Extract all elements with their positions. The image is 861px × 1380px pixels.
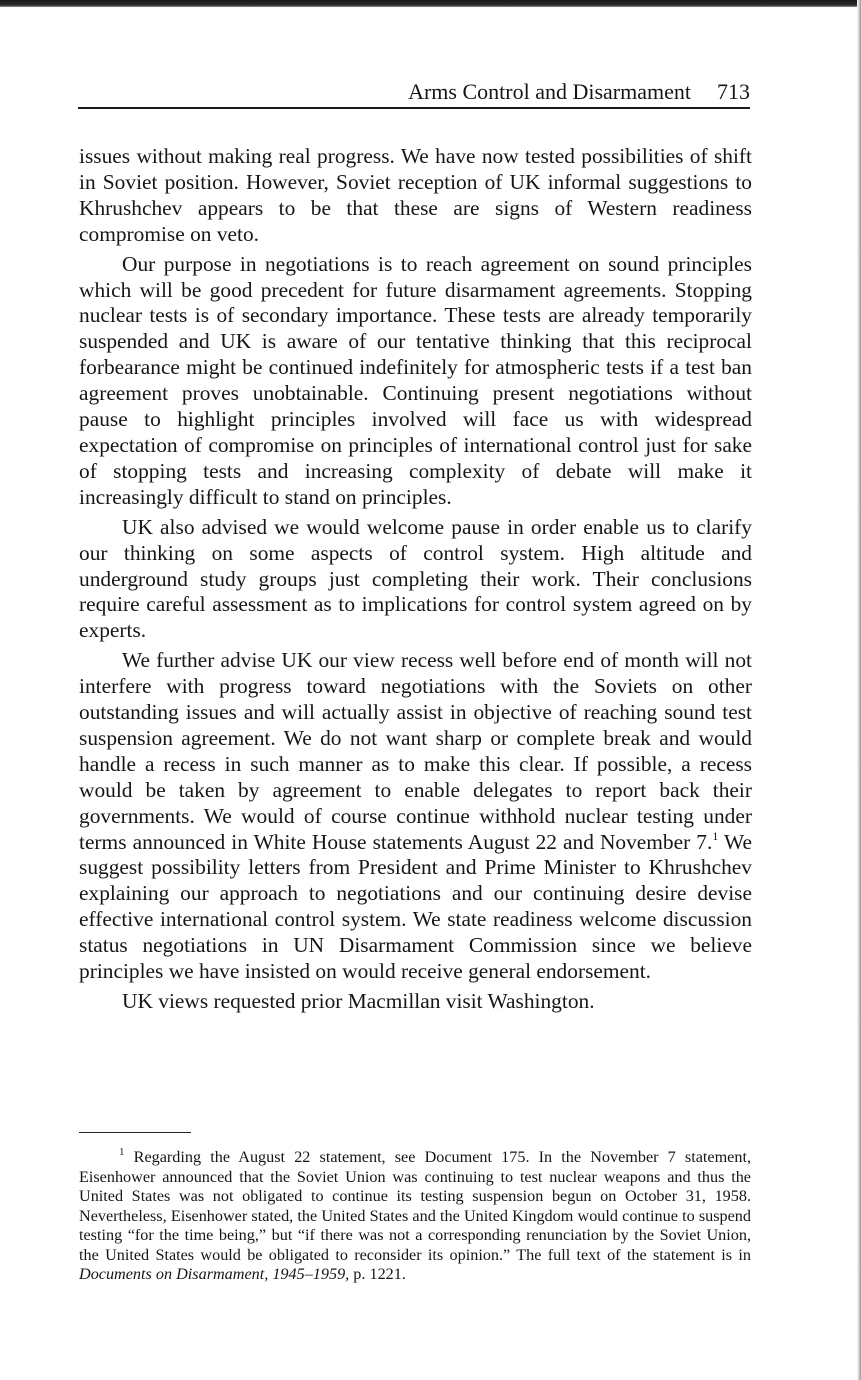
page-top-edge: [0, 0, 861, 7]
running-title: Arms Control and Disarmament: [408, 79, 691, 104]
running-head: [78, 78, 750, 106]
main-text: [79, 144, 752, 1019]
footnote-source-page: p. 1221.: [353, 1265, 406, 1283]
footnote-paragraph: [79, 1148, 751, 1285]
paragraph-5: UK views requested prior Macmillan visit Washington.: [122, 989, 595, 1013]
paragraph-4: [79, 648, 752, 985]
footnote-rule: [79, 1132, 191, 1133]
page-right-edge: [857, 0, 861, 1380]
paragraph-2: Our purpose in negotiations is to reach agreement on sound principles which will be good precedent for future disarmament agreements. Stopping nuclear tests is of secondary importance. These tests are already temporarily suspended and UK is aware of our tentative thinking that this reciprocal forbearance might be continued indefinitely for atmospheric tests if a test ban agreement proves unobtainable. Continuing present negotiations without pause to highlight principles involved will face us with widespread expectation of compromise on principles of international control just for sake of stopping tests and increasing complexity of debate will make it increasingly difficult to stand on principles.: [79, 251, 752, 509]
header-rule: [78, 107, 750, 109]
footnote-source-title: Documents on Disarmament, 1945–1959,: [79, 1265, 350, 1283]
footnote-text: Regarding the August 22 statement, see Document 175. In the November 7 statement, Eisenhower announced that the Soviet Union was continuing to test nuclear weapons and thus the United States was not obligated to continue its testing suspension begun on October 31, 1958. Nevertheless, Eisenhower stated, the United States and the United Kingdom would continue to suspend testing “for the time being,” but “if there was not a corresponding renunciation by the Soviet Union, the United States would be obligated to reconsider its opinion.” The full text of the statement is in: [79, 1148, 751, 1264]
footnote-reference[interactable]: 1: [712, 828, 719, 843]
paragraph-3: UK also advised we would welcome pause in order enable us to clarify our thinking on some aspects of control system. High altitude and underground study groups just completing their work. Their conclusions require careful assessment as to implications for control system agreed on by experts.: [79, 514, 752, 643]
footnote: [79, 1148, 751, 1285]
paragraph-4-text-b: We suggest possibility letters from President and Prime Minister to Khrushchev explaining our approach to negotiations and our continuing desire devise effective international control system. We state readiness welcome discussion status negotiations in UN Disarmament Commission since we believe principles we have insisted on would receive general endorsement.: [79, 829, 752, 984]
paragraph-1: issues without making real progress. We have now tested possibilities of shift in Soviet position. However, Soviet reception of UK informal suggestions to Khrushchev appears to be that these are signs of Western readiness compromise on veto.: [79, 144, 752, 246]
footnote-marker: 1: [119, 1146, 125, 1158]
page-number: 713: [717, 79, 750, 104]
paragraph-4-text-a: We further advise UK our view recess well before end of month will not interfere with progress toward negotiations with the Soviets on other outstanding issues and will actually assist in objective of reaching sound test suspension agreement. We do not want sharp or complete break and would handle a recess in such manner as to make this clear. If possible, a recess would be taken by agreement to enable delegates to report back their governments. We would of course continue withhold nuclear testing under terms announced in White House statements August 22 and November 7.: [79, 648, 752, 854]
